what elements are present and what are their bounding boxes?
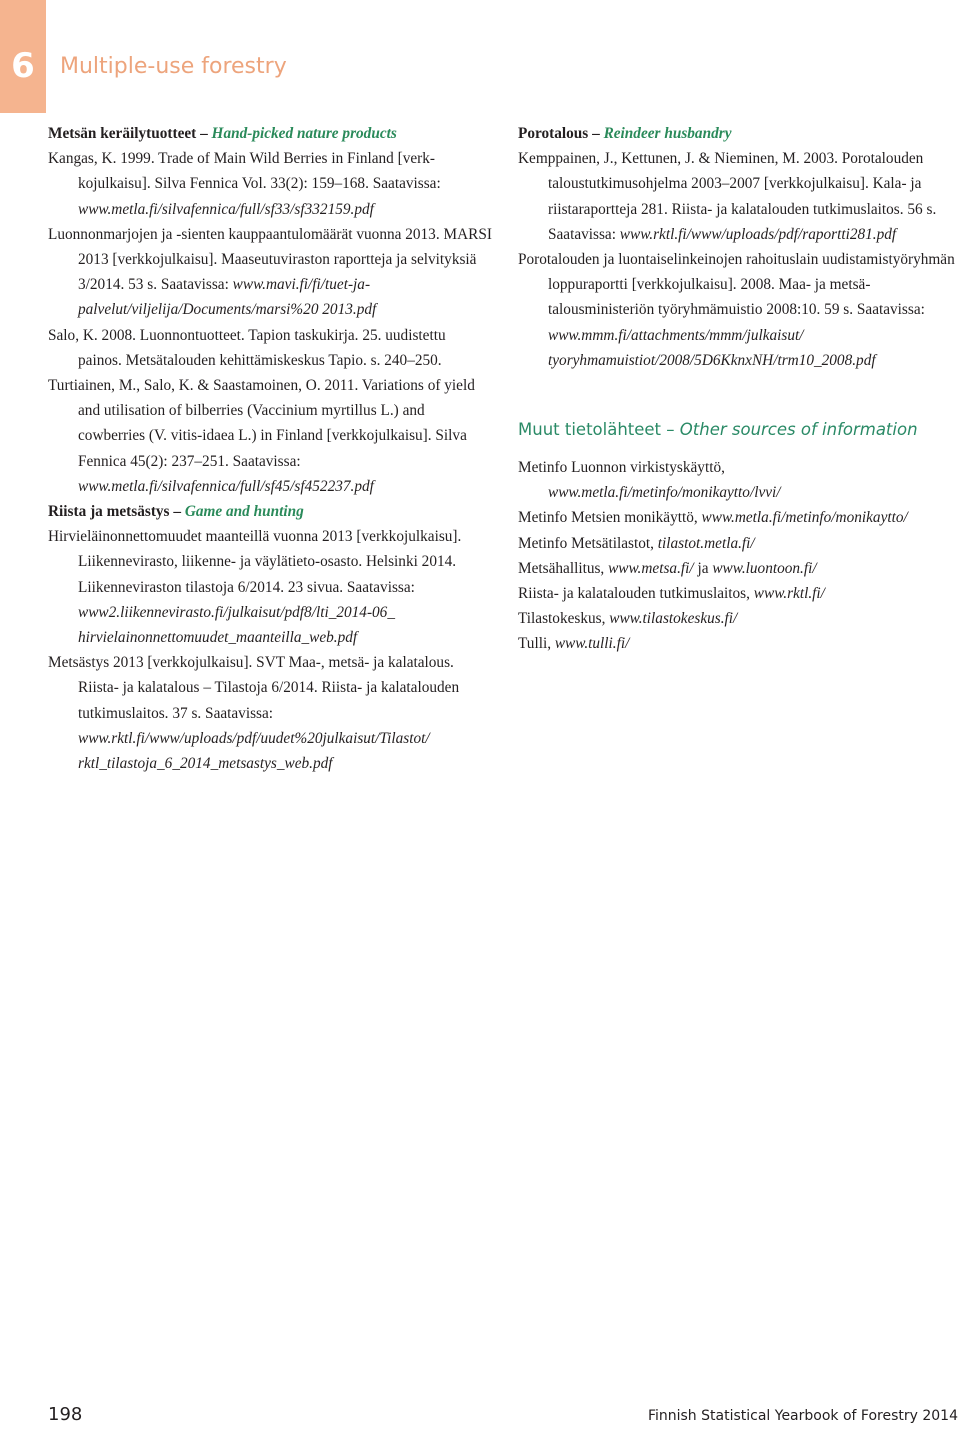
reference-link[interactable]: www.mmm.fi/attachments/mmm/julkaisut/ tyoryhmamuistiot/2008/5D6KknxNH/trm10_2008.pdf <box>548 326 876 369</box>
reference-item: Turtiainen, M., Salo, K. & Saastamoinen, O. 2011. Variations of yield and utilisation of bilberries (Vaccinium myrtillus L.) and cowberries (V. vitis-idaea L.) in Finland [verkkojulkaisu]. Silva Fennica 45(2): 237–251. Saatavissa: www.metla.fi/silvafennica/full/sf45/sf452237.pdf <box>48 377 475 495</box>
source-item: Metinfo Luonnon virkistyskäyttö, www.metla.fi/metinfo/monikaytto/lvvi/ <box>518 459 781 502</box>
source-link[interactable]: www.metla.fi/metinfo/monikaytto/ <box>701 509 908 527</box>
reference-item: Kangas, K. 1999. Trade of Main Wild Berries in Finland [verkkojulkaisu]. Silva Fennica Vol. 33(2): 159–168. Saatavissa: www.metla.fi/silvafennica/full/sf33/sf332159.pdf <box>48 150 441 218</box>
source-item: Tulli, www.tulli.fi/ <box>518 635 630 653</box>
source-item: Metinfo Metsien monikäyttö, www.metla.fi/metinfo/monikaytto/ <box>518 509 908 527</box>
reference-link[interactable]: www.mavi.fi/fi/tuet-ja-palvelut/viljelija/Documents/marsi%20 2013.pdf <box>78 276 377 319</box>
left-column <box>48 121 493 776</box>
source-link[interactable]: www.metsa.fi/ <box>608 559 694 577</box>
source-item: Riista- ja kalatalouden tutkimuslaitos, www.rktl.fi/ <box>518 585 825 603</box>
reference-link[interactable]: www.rktl.fi/www/uploads/pdf/raportti281.pdf <box>619 225 897 243</box>
reference-link[interactable]: www2.liikennevirasto.fi/julkaisut/pdf8/lti_2014-06_ hirvielainonnettomuudet_maanteilla_web.pdf <box>78 603 395 647</box>
reference-link[interactable]: www.metla.fi/silvafennica/full/sf33/sf332159.pdf <box>78 200 374 218</box>
chapter-title: Multiple-use forestry <box>60 54 287 79</box>
source-item: Metsähallitus, www.metsa.fi/ ja www.luontoon.fi/ <box>518 559 817 577</box>
right-column <box>518 121 958 657</box>
reference-link[interactable]: www.metla.fi/silvafennica/full/sf45/sf452237.pdf <box>78 477 374 495</box>
section-heading-reindeer: Porotalous – Reindeer husbandry <box>518 125 732 142</box>
reference-item: Metsästys 2013 [verkkojulkaisu]. SVT Maa-, metsä- ja kalatalous. Riista- ja kalatalous – Tilastoja 6/2014. Riista- ja kalatalouden tutkimuslaitos. 37 s. Saatavissa: www.rktl.fi/www/uploads/pdf/uudet%20julkaisut/Tilastot/ rktl_tilastoja_6_2014_metsastys_web.pdf <box>48 654 460 773</box>
source-link[interactable]: tilastot.metla.fi/ <box>657 534 755 552</box>
source-link[interactable]: www.luontoon.fi/ <box>712 559 817 577</box>
source-link[interactable]: www.tilastokeskus.fi/ <box>609 610 738 628</box>
source-item: Metinfo Metsätilastot, tilastot.metla.fi/ <box>518 534 755 552</box>
reference-item: Hirvieläinonnettomuudet maanteillä vuonna 2013 [verkkojulkaisu]. Liikennevirasto, liikenne- ja väylätieto-osasto. Helsinki 2014. Liikenneviraston tilastoja 6/2014. 23 sivua. Saatavissa: www2.liikennevirasto.fi/julkaisut/pdf8/lti_2014-06_ hirvielainonnettomuudet_maanteilla_web.pdf <box>48 528 462 647</box>
reference-link[interactable]: www.rktl.fi/www/uploads/pdf/uudet%20julkaisut/Tilastot/ rktl_tilastoja_6_2014_metsastys_web.pdf <box>78 729 430 773</box>
publication-title: Finnish Statistical Yearbook of Forestry 2014 <box>647 1408 958 1424</box>
section-heading-game-hunting: Riista ja metsästys – Game and hunting <box>48 503 304 521</box>
reference-item: Kemppainen, J., Kettunen, J. & Nieminen, M. 2003. Porotalouden taloustutkimusohjelma 2003–2007 [verkkojulkaisu]. Kala- ja riistaraportteja 281. Riista- ja kalatalouden tutkimuslaitos. 56 s. Saatavissa: www.rktl.fi/www/uploads/pdf/raportti281.pdf <box>518 150 937 243</box>
source-link[interactable]: www.tulli.fi/ <box>554 635 630 653</box>
reference-item: Porotalouden ja luontaiselinkeinojen rahoituslain uudistamistyöryhmän loppuraportti [verkkojulkaisu]. 2008. Maa- ja metsätalousministeriön työryhmämuistio 2008:10. 59 s. Saatavissa: www.mmm.fi/attachments/mmm/julkaisut/ tyoryhmamuistiot/2008/5D6KknxNH/trm10_2008.pdf <box>518 251 955 369</box>
reference-item: Salo, K. 2008. Luonnontuotteet. Tapion taskukirja. 25. uudistettu painos. Metsätalouden kehittämiskeskus Tapio. s. 240–250. <box>48 326 446 369</box>
source-link[interactable]: www.metla.fi/metinfo/monikaytto/lvvi/ <box>548 484 781 502</box>
reference-item: Luonnonmarjojen ja -sienten kauppaantulomäärät vuonna 2013. MARSI 2013 [verkkojulkaisu]. Maaseutuviraston raportteja ja selvityksiä 3/2014. 53 s. Saatavissa: www.mavi.fi/fi/tuet-ja-palvelut/viljelija/Documents/marsi%20 2013.pdf <box>48 225 492 319</box>
page-number: 198 <box>48 1404 83 1425</box>
section-heading-nature-products: Metsän keräilytuotteet – Hand-picked nature products <box>48 125 397 142</box>
source-item: Tilastokeskus, www.tilastokeskus.fi/ <box>518 610 738 628</box>
source-link[interactable]: www.rktl.fi/ <box>753 585 825 603</box>
chapter-number: 6 <box>11 46 35 86</box>
other-sources-heading: Muut tietolähteet – Other sources of information <box>518 420 918 440</box>
